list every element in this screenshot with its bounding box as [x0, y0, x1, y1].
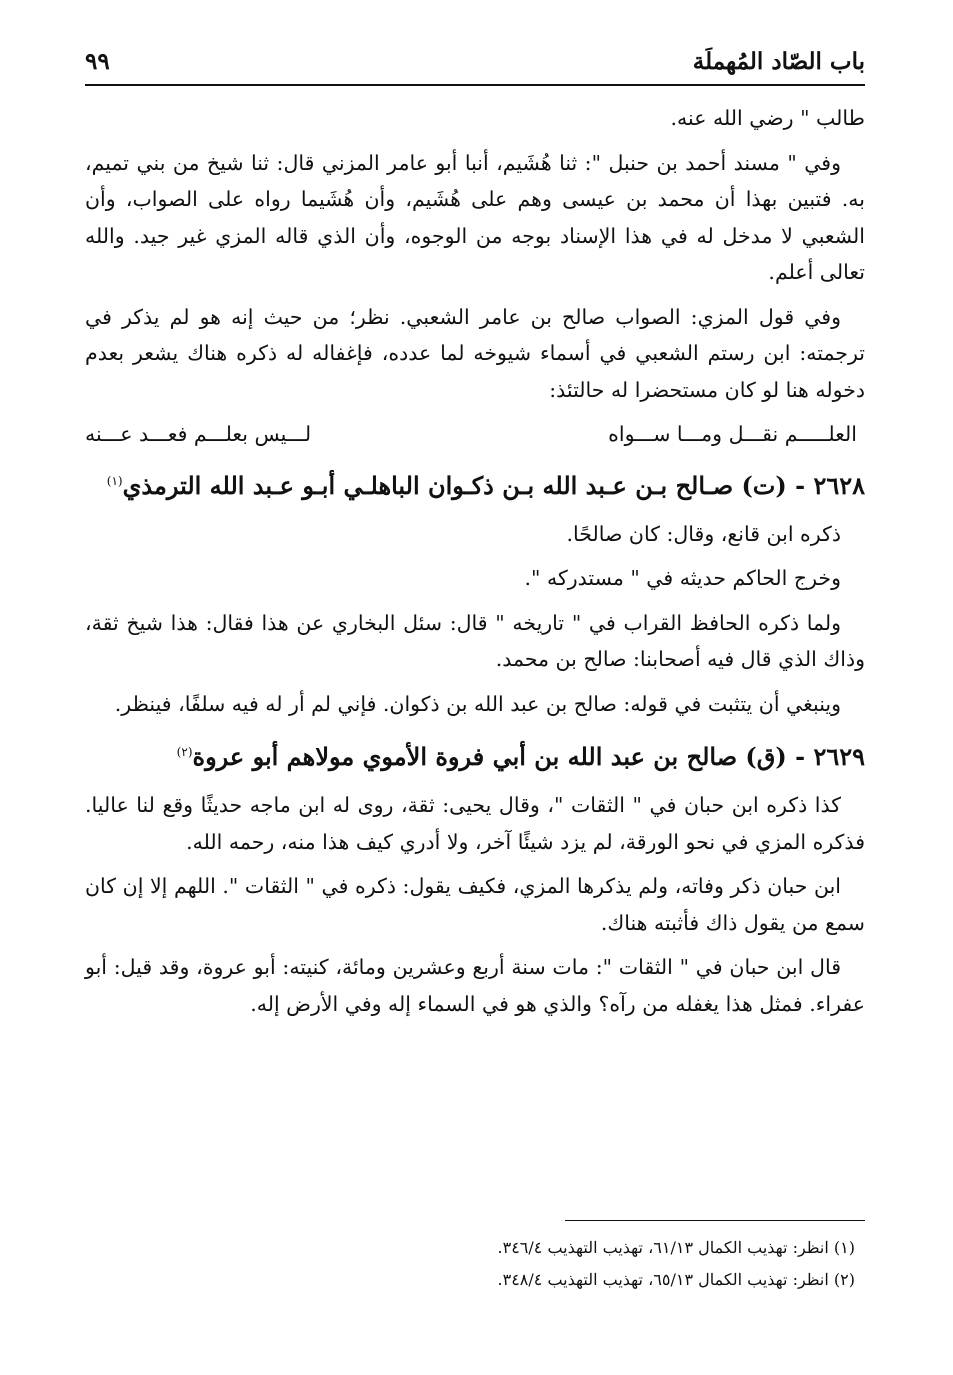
paragraph: وفي قول المزي: الصواب صالح بن عامر الشعبي. نظر؛ من حيث إنه هو لم يذكر في ترجمته: ابن رستم الشعبي في أسماء شيوخه لما عدده، فإغفاله له ذكره هناك يشعر بعدم دخوله هنا لو كان مستحضرا له حالتئذ:	[85, 304, 865, 402]
page-number: ٩٩	[85, 48, 110, 75]
entry-heading-text: ٢٦٢٩ - (ق) صالح بن عبد الله بن أبي فروة الأموي مولاهم أبو عروة	[192, 742, 865, 771]
footnote-2: (٢) انظر: تهذيب الكمال ٦٥/١٣، تهذيب التهذيب ٣٤٨/٤.	[497, 1270, 855, 1289]
paragraph: ابن حبان ذكر وفاته، ولم يذكرها المزي، فكيف يقول: ذكره في " الثقات ". اللهم إلا إن كان سمع من يقول ذاك فأثبته هناك.	[85, 874, 865, 935]
entry-heading-text: ٢٦٢٨ - (ت) صـالح بـن عـبد الله بـن ذكـوان الباهلـي أبـو عـبد الله الترمذي	[122, 470, 865, 500]
footnote-marker: (٢)	[176, 745, 193, 759]
paragraph: وينبغي أن يتثبت في قوله: صالح بن عبد الله بن ذكوان. فإني لم أر له فيه سلفًا، فينظر.	[114, 691, 841, 716]
footnote-1: (١) انظر: تهذيب الكمال ٦١/١٣، تهذيب التهذيب ٣٤٦/٤.	[497, 1238, 855, 1257]
paragraph: ذكره ابن قانع، وقال: كان صالحًا.	[566, 521, 841, 546]
verse-first-half: العلـــــم نقـــل ومـــا ســـواه	[608, 422, 857, 446]
poem-verse	[85, 416, 865, 453]
chapter-title: باب الصّاد المُهملَة	[692, 48, 865, 75]
paragraph-continuation: طالب " رضي الله عنه.	[670, 106, 865, 130]
paragraph: وخرج الحاكم حديثه في " مستدركه ".	[524, 566, 841, 590]
footnote-divider	[565, 1220, 865, 1221]
page-body	[85, 100, 865, 1030]
paragraph: ولما ذكره الحافظ القراب في " تاريخه " قال: سئل البخاري عن هذا فقال: هذا شيخ ثقة، وذاك الذي قال فيه أصحابنا: صالح بن محمد.	[85, 610, 865, 671]
paragraph: قال ابن حبان في " الثقات ": مات سنة أربع وعشرين ومائة، كنيته: أبو عروة، وقد قيل: أبو عفراء. فمثل هذا يغفله من رآه؟ والذي هو في السماء إله وفي الأرض إله.	[85, 955, 865, 1016]
verse-second-half: لـــيس بعلـــم فعـــد عـــنه	[85, 422, 312, 446]
page-header	[85, 42, 865, 86]
footnotes	[85, 1232, 865, 1296]
paragraph: كذا ذكره ابن حبان في " الثقات "، وقال يحيى: ثقة، روى له ابن ماجه حديثًا وقع لنا عاليا. فذكره المزي في نحو الورقة، لم يزد شيئًا آخر، ولا أدري كيف هذا منه، رحمه الله.	[85, 793, 865, 854]
footnote-marker: (١)	[106, 473, 123, 488]
paragraph: وفي " مسند أحمد بن حنبل ": ثنا هُشَيم، أنبا أبو عامر المزني قال: ثنا شيخ من بني تميم، به. فتبين بهذا أن محمد بن عيسى وهم على هُشَيم، وأن هُشَيما رواه على الصواب، وأن الشعبي لا مدخل له في هذا الإسناد بوجه من الوجوه، وأن الذي قاله المزي غير جيد. والله تعالى أعلم.	[85, 150, 865, 284]
entry-heading-2628	[85, 459, 865, 508]
entry-heading-2629	[85, 730, 865, 779]
